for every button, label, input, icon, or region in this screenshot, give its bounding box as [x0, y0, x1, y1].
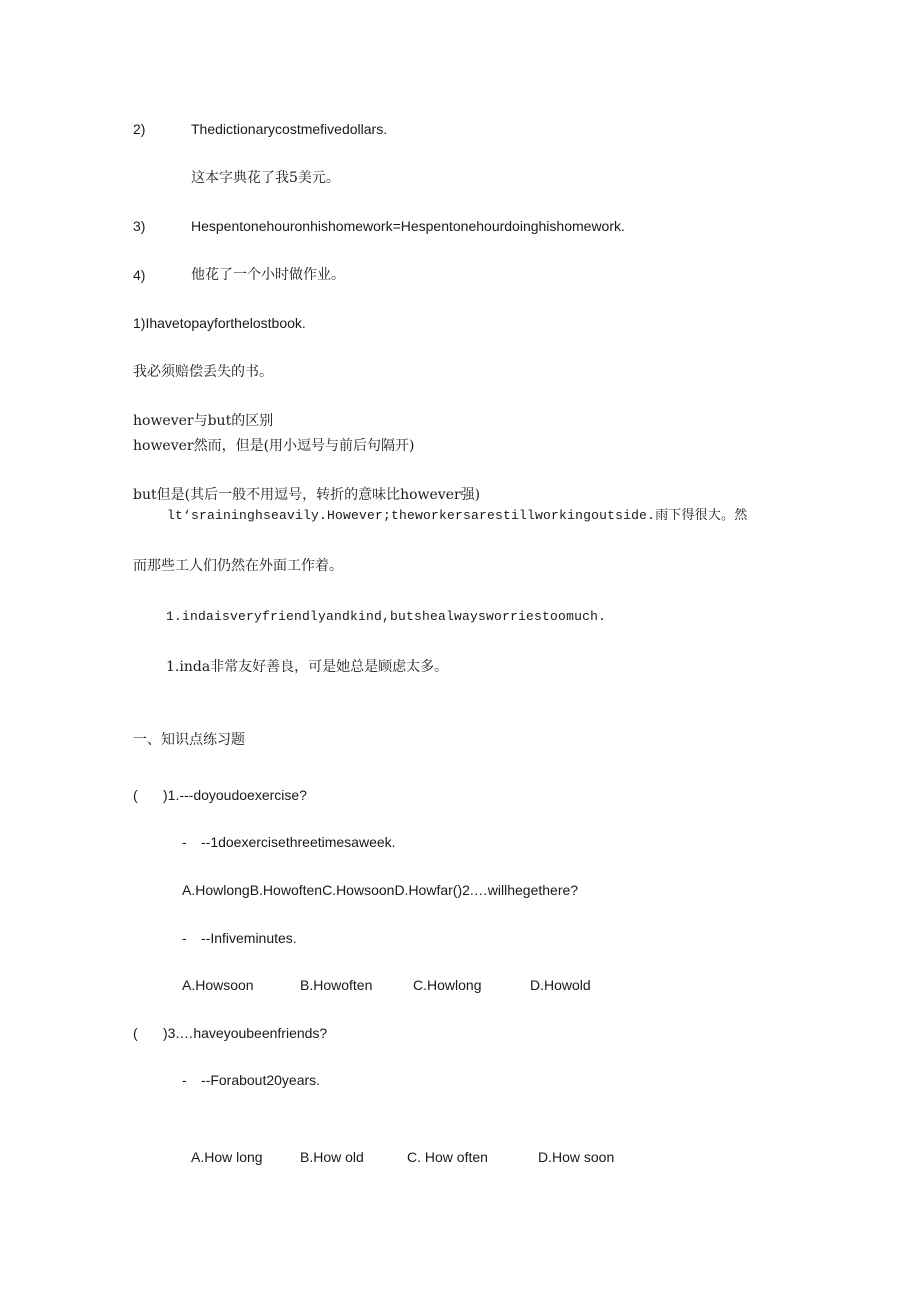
example-translation: 他花了一个小时做作业。 [191, 267, 345, 283]
example-translation: 1.inda非常友好善良，可是她总是顾虑太多。 [166, 659, 449, 675]
option-b: B.Howoften [300, 977, 373, 993]
example-sentence: 1.indaisveryfriendlyandkind,butshealwaysworriestoomuch. [166, 609, 607, 624]
however-definition: however然而，但是(用小逗号与前后句隔开) [133, 438, 415, 454]
option-a: A.Howsoon [182, 977, 254, 993]
option-a: A.How long [191, 1149, 263, 1165]
item-number: 2) [133, 121, 146, 137]
answer-dash: - [182, 834, 187, 850]
question-options: A.HowlongB.HowoftenC.HowsoonD.Howfar()2.…willhegethere? [182, 882, 579, 898]
option-c: C. How often [407, 1149, 488, 1165]
example-translation: 而那些工人们仍然在外面工作着。 [133, 558, 343, 574]
option-b: B.How old [300, 1149, 364, 1165]
answer-bracket: ( [133, 1025, 138, 1041]
example-translation: 我必须赔偿丢失的书。 [133, 364, 273, 380]
answer-bracket: ( [133, 787, 138, 803]
option-d: D.How soon [538, 1149, 615, 1165]
example-sentence: Hespentonehouronhishomework=Hespentonehourdoinghishomework. [191, 218, 625, 234]
option-c: C.Howlong [413, 977, 482, 993]
answer-dash: - [182, 1072, 187, 1088]
example-sentence: 1)Ihavetopayforthelostbook. [133, 315, 306, 331]
item-number: 3) [133, 218, 146, 234]
example-sentence: lt‘sraininghseavily.However;theworkersarestillworkingoutside.雨下得很大。然 [167, 508, 748, 523]
option-d: D.Howold [530, 977, 591, 993]
question-text: )3.…haveyoubeenfriends? [163, 1025, 328, 1041]
example-sentence: Thedictionarycostmefivedollars. [191, 121, 388, 137]
answer-text: --Forabout20years. [201, 1072, 321, 1088]
question-text: )1.---doyoudoexercise? [163, 787, 307, 803]
example-translation: 这本字典花了我5美元。 [191, 170, 340, 186]
item-number: 4) [133, 267, 146, 283]
answer-text: --1doexercisethreetimesaweek. [201, 834, 396, 850]
exercise-title: 一、知识点练习题 [133, 732, 245, 748]
answer-dash: - [182, 930, 187, 946]
section-heading: however与but的区别 [133, 413, 274, 429]
answer-text: --Infiveminutes. [201, 930, 297, 946]
but-definition: but但是(其后一般不用逗号，转折的意味比however强) [133, 487, 481, 503]
